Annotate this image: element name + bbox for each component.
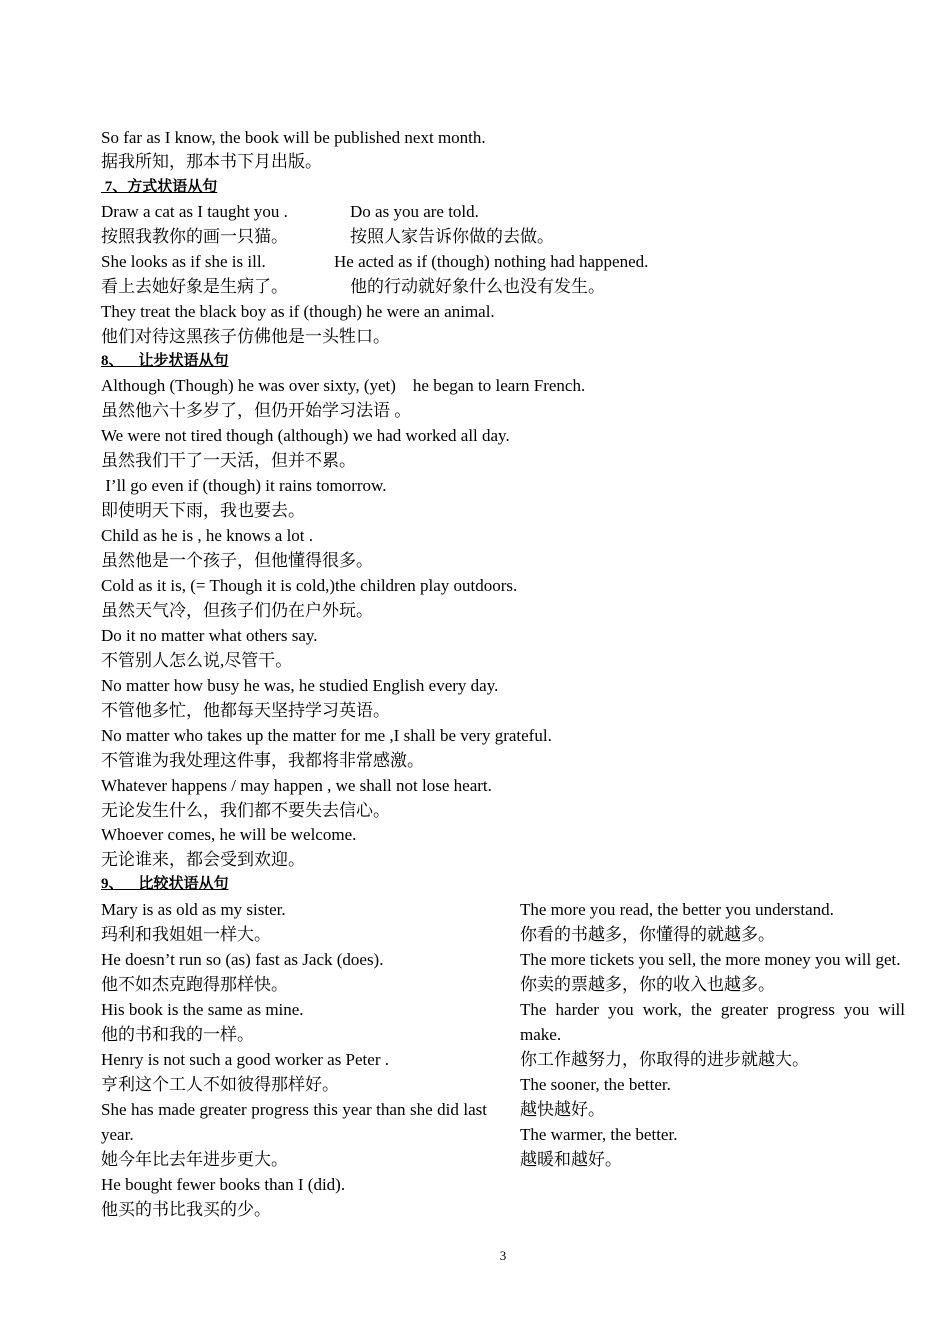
- left-column: [101, 897, 487, 1222]
- example-zh: 玛利和我姐姐一样大。: [101, 925, 271, 944]
- example-en: Cold as it is, (= Though it is cold,)the children play outdoors.: [101, 576, 518, 595]
- example-en: No matter who takes up the matter for me ,I shall be very grateful.: [101, 726, 552, 745]
- example-en: He acted as if (though) nothing had happened.: [334, 252, 649, 271]
- example-en: He bought fewer books than I (did).: [101, 1175, 346, 1194]
- example-zh: 他的行动就好象什么也没有发生。: [350, 277, 605, 296]
- example-zh: 虽然他六十多岁了，但仍开始学习法语 。: [101, 401, 412, 420]
- example-en: Although (Though) he was over sixty, (yet) he began to learn French.: [101, 376, 586, 395]
- example-en: I’ll go even if (though) it rains tomorrow.: [101, 476, 387, 495]
- example-en: Henry is not such a good worker as Peter .: [101, 1050, 389, 1069]
- example-zh: 他的书和我的一样。: [101, 1025, 254, 1044]
- example-en: The harder you work, the greater progress you will make.: [520, 1000, 905, 1044]
- example-zh: 无论发生什么，我们都不要失去信心。: [101, 801, 390, 820]
- example-zh: 无论谁来，都会受到欢迎。: [101, 850, 305, 869]
- example-zh: 按照人家告诉你做的去做。: [350, 227, 554, 246]
- example-zh: 看上去她好象是生病了。: [101, 277, 288, 296]
- example-en: She looks as if she is ill.: [101, 252, 266, 271]
- example-zh: 亨利这个工人不如彼得那样好。: [101, 1075, 339, 1094]
- example-en: Whoever comes, he will be welcome.: [101, 825, 357, 844]
- example-zh: 虽然我们干了一天活，但并不累。: [101, 451, 356, 470]
- section-heading-8: 8、 让步状语从句: [101, 353, 229, 369]
- example-en: So far as I know, the book will be published next month.: [101, 128, 486, 147]
- example-zh: 不管谁为我处理这件事，我都将非常感激。: [101, 751, 424, 770]
- example-zh: 虽然他是一个孩子，但他懂得很多。: [101, 551, 373, 570]
- example-zh: 据我所知，那本书下月出版。: [101, 152, 322, 171]
- example-zh: 他们对待这黑孩子仿佛他是一头牲口。: [101, 327, 390, 346]
- example-zh: 你卖的票越多，你的收入也越多。: [520, 975, 775, 994]
- example-zh: 越快越好。: [520, 1100, 605, 1119]
- example-en: We were not tired though (although) we had worked all day.: [101, 426, 510, 445]
- example-en: They treat the black boy as if (though) he were an animal.: [101, 302, 495, 321]
- example-zh: 越暖和越好。: [520, 1150, 622, 1169]
- example-zh: 他买的书比我买的少。: [101, 1200, 271, 1219]
- example-en: Mary is as old as my sister.: [101, 900, 286, 919]
- example-zh: 即使明天下雨，我也要去。: [101, 501, 305, 520]
- example-zh: 你看的书越多，你懂得的就越多。: [520, 925, 775, 944]
- example-zh: 他不如杰克跑得那样快。: [101, 975, 288, 994]
- example-zh: 她今年比去年进步更大。: [101, 1150, 288, 1169]
- example-en: She has made greater progress this year than she did last year.: [101, 1100, 487, 1144]
- example-zh: 不管他多忙，他都每天坚持学习英语。: [101, 701, 390, 720]
- example-zh: 虽然天气冷，但孩子们仍在户外玩。: [101, 601, 373, 620]
- example-en: The sooner, the better.: [520, 1075, 671, 1094]
- example-en: No matter how busy he was, he studied English every day.: [101, 676, 499, 695]
- example-en: The more you read, the better you understand.: [520, 900, 834, 919]
- section-heading-9: 9、 比较状语从句: [101, 876, 229, 892]
- page-number: 3: [499, 1248, 507, 1263]
- example-en: Do it no matter what others say.: [101, 626, 318, 645]
- example-en: The warmer, the better.: [520, 1125, 678, 1144]
- example-zh: 按照我教你的画一只猫。: [101, 227, 288, 246]
- right-column: [520, 897, 905, 1172]
- example-en: Whatever happens / may happen , we shall not lose heart.: [101, 776, 492, 795]
- example-en: Child as he is , he knows a lot .: [101, 526, 314, 545]
- example-en: Draw a cat as I taught you .: [101, 202, 288, 221]
- example-zh: 不管别人怎么说,尽管干。: [101, 651, 293, 670]
- example-en: His book is the same as mine.: [101, 1000, 304, 1019]
- example-en: The more tickets you sell, the more money you will get.: [520, 950, 901, 969]
- example-zh: 你工作越努力，你取得的进步就越大。: [520, 1050, 809, 1069]
- example-en: Do as you are told.: [350, 202, 479, 221]
- example-en: He doesn’t run so (as) fast as Jack (does).: [101, 950, 384, 969]
- section-heading-7: 7、方式状语从句: [101, 179, 218, 195]
